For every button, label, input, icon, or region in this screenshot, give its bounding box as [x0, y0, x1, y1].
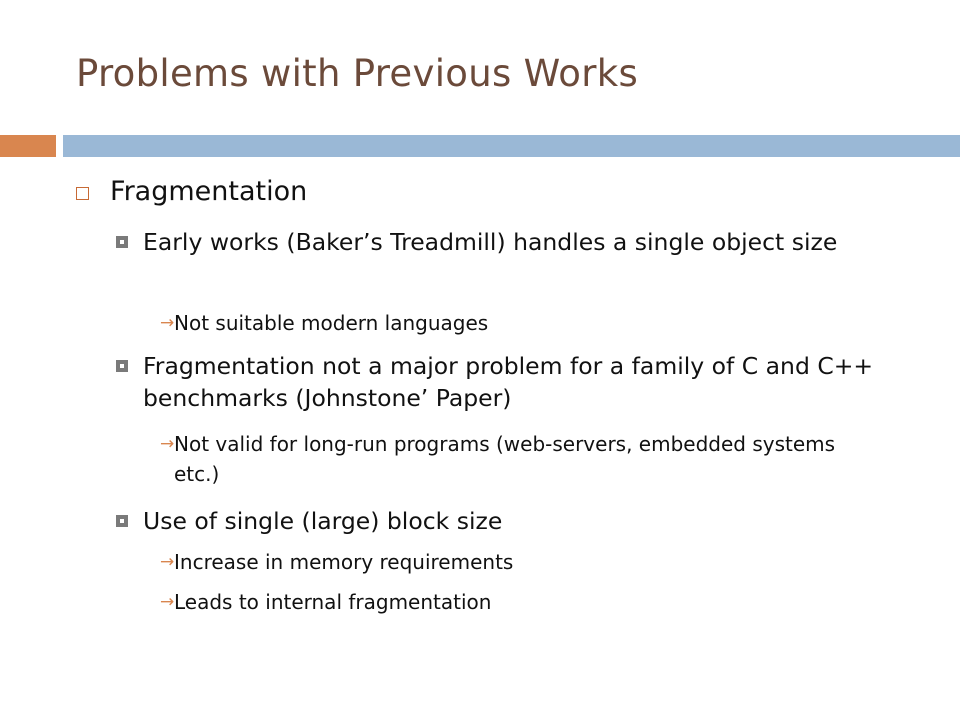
sub-bullet-early-works [116, 226, 876, 258]
note-label: Increase in memory requirements [174, 550, 514, 574]
right-arrow-icon: → [160, 552, 175, 572]
bullet-label: Fragmentation [110, 176, 308, 207]
note-not-valid [160, 429, 880, 489]
bullet-fragmentation [76, 176, 307, 207]
square-bullet-icon [116, 515, 128, 527]
note-memory [160, 547, 880, 577]
sub-bullet-block-size [116, 505, 876, 537]
square-bullet-icon [116, 236, 128, 248]
note-label: Leads to internal fragmentation [174, 590, 492, 614]
note-not-suitable [160, 308, 880, 338]
square-outline-icon [76, 187, 89, 200]
sub-bullet-label: Early works (Baker’s Treadmill) handles a single object size [143, 228, 838, 256]
sub-bullet-label: Fragmentation not a major problem for a family of C and C++ benchmarks (Johnstone’ Paper) [143, 352, 874, 412]
note-internal-fragmentation [160, 587, 880, 617]
note-label: Not suitable modern languages [174, 311, 489, 335]
right-arrow-icon: → [160, 313, 175, 333]
sub-bullet-label: Use of single (large) block size [143, 507, 503, 535]
square-bullet-icon [116, 360, 128, 372]
slide-title: Problems with Previous Works [76, 52, 639, 95]
note-label: Not valid for long-run programs (web-servers, embedded systems etc.) [174, 432, 836, 486]
right-arrow-icon: → [160, 592, 175, 612]
sub-bullet-johnstone [116, 350, 876, 414]
right-arrow-icon: → [160, 434, 175, 454]
